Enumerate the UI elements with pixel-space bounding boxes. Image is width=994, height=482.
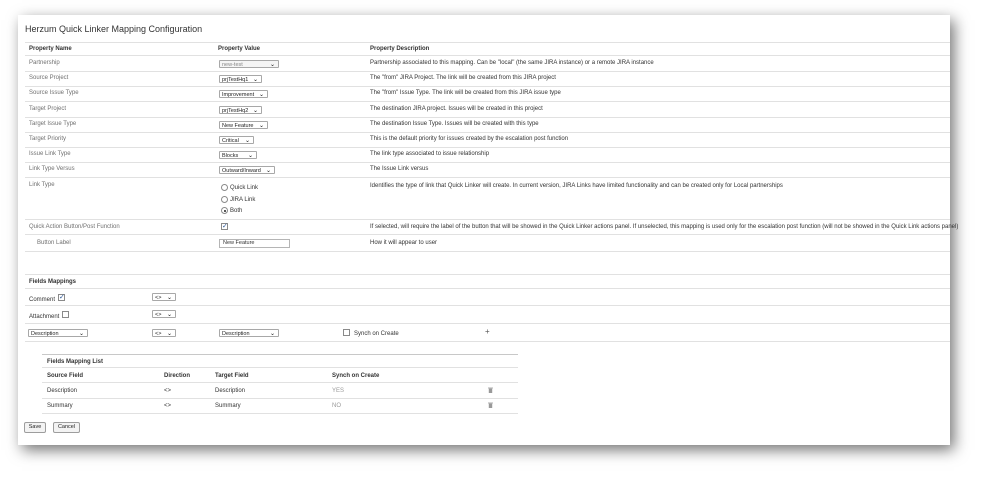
col-source-field: Source Field [47, 373, 84, 379]
source-project-select[interactable] [219, 75, 262, 83]
synch-on-create-label: Synch on Create [354, 331, 399, 337]
divider [42, 413, 518, 414]
row-desc-link-type: Identifies the type of link that Quick Linker will create. In current version, JIRA Links have limited functionality and can be created only for Local partnerships [370, 183, 783, 189]
divider [25, 132, 950, 133]
row-desc-target-priority: This is the default priority for issues created by the escalation post function [370, 136, 569, 142]
row-desc-target-issue-type: The destination Issue Type. Issues will be created with this type [370, 121, 539, 127]
target-project-select[interactable] [219, 106, 262, 114]
row-desc-source-project: The "from" JIRA Project. The link will be created from this JIRA project [370, 75, 556, 81]
target-field-value: Description [222, 331, 250, 337]
row-label-source-project: Source Project [29, 75, 69, 81]
divider [25, 341, 950, 342]
chevron-down-icon: ⌄ [244, 138, 250, 144]
row-label-source-issue-type: Source Issue Type [29, 90, 79, 96]
mapping-list-title: Fields Mapping List [47, 359, 104, 365]
chevron-down-icon: ⌄ [258, 123, 264, 129]
radio-both[interactable] [221, 207, 228, 214]
page-title: Herzum Quick Linker Mapping Configuration [25, 24, 203, 34]
col-direction: Direction [164, 373, 191, 379]
link-type-versus-value: Outward/Inward [222, 168, 261, 174]
comment-checkbox[interactable] [58, 294, 65, 301]
comment-direction-select[interactable] [152, 293, 176, 301]
divider [25, 323, 950, 324]
divider [42, 354, 518, 355]
divider [25, 71, 950, 72]
divider [25, 305, 950, 306]
issue-link-type-value: Blocks [222, 153, 239, 159]
chevron-down-icon: ⌄ [252, 108, 258, 114]
divider [25, 219, 950, 220]
chevron-down-icon: ⌄ [166, 331, 172, 337]
new-direction-value: <> [155, 331, 162, 337]
save-button[interactable]: Save [24, 422, 46, 433]
attachment-label: Attachment [29, 314, 60, 320]
divider [25, 274, 950, 275]
col-synch-on-create: Synch on Create [332, 373, 380, 379]
chevron-down-icon: ⌄ [78, 331, 84, 337]
chevron-down-icon: ⌄ [166, 312, 172, 318]
row-desc-quick-action: If selected, will require the label of the button that will be showed in the Quick Linker actions panel. If unselected, this mapping is used only for the escalation post function (will not be showed in the Quick Link actions panel) [370, 224, 959, 230]
target-field-select[interactable] [219, 329, 279, 337]
mapping-synch: YES [332, 388, 345, 394]
divider [42, 367, 518, 368]
row-desc-partnership: Partnership associated to this mapping. Can be "local" (the same JIRA instance) or a remote JIRA instance [370, 60, 654, 66]
header-property-value: Property Value [218, 46, 261, 52]
trash-icon[interactable] [488, 402, 493, 408]
divider [25, 251, 950, 252]
target-issue-type-value: New Feature [222, 123, 254, 129]
header-property-name: Property Name [29, 46, 72, 52]
radio-label-jira-link: JIRA Link [230, 197, 256, 203]
divider [25, 147, 950, 148]
radio-label-both: Both [230, 208, 243, 214]
divider [42, 398, 518, 399]
mapping-direction: <> [164, 388, 172, 394]
attachment-direction-select[interactable] [152, 310, 176, 318]
radio-label-quick-link: Quick Link [230, 185, 259, 191]
row-desc-target-project: The destination JIRA project. Issues will be created in this project [370, 106, 543, 112]
row-desc-issue-link-type: The link type associated to issue relationship [370, 151, 490, 157]
row-desc-link-type-versus: The Issue Link versus [370, 166, 429, 172]
chevron-down-icon: ⌄ [247, 153, 253, 159]
synch-on-create-checkbox[interactable] [343, 329, 350, 336]
header-property-description: Property Description [370, 46, 430, 52]
row-label-target-issue-type: Target Issue Type [29, 121, 77, 127]
mapping-target: Description [215, 388, 246, 394]
row-label-partnership: Partnership [29, 60, 60, 66]
row-label-target-project: Target Project [29, 106, 67, 112]
new-direction-select[interactable] [152, 329, 176, 337]
divider [25, 177, 950, 178]
divider [25, 86, 950, 87]
divider [25, 234, 950, 235]
mapping-target: Summary [215, 403, 241, 409]
row-label-button-label: Button Label [37, 240, 71, 246]
chevron-down-icon: ⌄ [269, 62, 275, 68]
mapping-synch: NO [332, 403, 341, 409]
row-desc-button-label: How it will appear to user [370, 240, 438, 246]
partnership-select[interactable] [219, 60, 279, 68]
issue-link-type-select[interactable] [219, 151, 257, 159]
cancel-button[interactable]: Cancel [53, 422, 80, 433]
chevron-down-icon: ⌄ [252, 77, 258, 83]
target-project-value: prjTestHq2 [222, 108, 249, 114]
chevron-down-icon: ⌄ [166, 295, 172, 301]
add-mapping-button[interactable]: + [485, 327, 490, 336]
mapping-config-panel [18, 15, 959, 445]
chevron-down-icon: ⌄ [265, 168, 271, 174]
source-project-value: prjTestHq1 [222, 77, 249, 83]
divider [42, 382, 518, 383]
chevron-down-icon: ⌄ [258, 92, 264, 98]
divider [25, 162, 950, 163]
radio-jira-link[interactable] [221, 196, 228, 203]
attachment-direction-value: <> [155, 312, 162, 318]
divider [25, 117, 950, 118]
source-issue-type-select[interactable] [219, 90, 268, 98]
chevron-down-icon: ⌄ [269, 331, 275, 337]
row-label-link-type: Link Type [29, 182, 55, 188]
row-label-quick-action: Quick Action Button/Post Function [29, 224, 120, 230]
source-field-select[interactable] [28, 329, 88, 337]
col-target-field: Target Field [215, 373, 249, 379]
target-priority-value: Critical [222, 138, 239, 144]
quick-action-checkbox[interactable] [221, 223, 228, 230]
comment-direction-value: <> [155, 295, 162, 301]
source-issue-type-value: Improvement [222, 92, 255, 98]
row-label-link-type-versus: Link Type Versus [29, 166, 75, 172]
row-label-issue-link-type: Issue Link Type [29, 151, 71, 157]
mapping-source: Summary [47, 403, 73, 409]
row-label-target-priority: Target Priority [29, 136, 67, 142]
row-desc-source-issue-type: The "from" Issue Type. The link will be created from this JIRA issue type [370, 90, 561, 96]
attachment-checkbox[interactable] [62, 311, 69, 318]
mapping-source: Description [47, 388, 78, 394]
comment-label: Comment [29, 297, 56, 303]
divider [25, 101, 950, 102]
divider [25, 55, 950, 56]
target-priority-select[interactable] [219, 136, 254, 144]
source-field-value: Description [31, 331, 59, 337]
target-issue-type-select[interactable] [219, 121, 268, 129]
divider [25, 42, 950, 43]
trash-icon[interactable] [488, 387, 493, 393]
button-label-input[interactable]: New Feature [219, 239, 290, 248]
mapping-direction: <> [164, 403, 172, 409]
fields-mappings-title: Fields Mappings [29, 279, 77, 285]
radio-quick-link[interactable] [221, 184, 228, 191]
divider [25, 288, 950, 289]
link-type-versus-select[interactable] [219, 166, 275, 174]
partnership-select-value: new-test [222, 62, 243, 68]
